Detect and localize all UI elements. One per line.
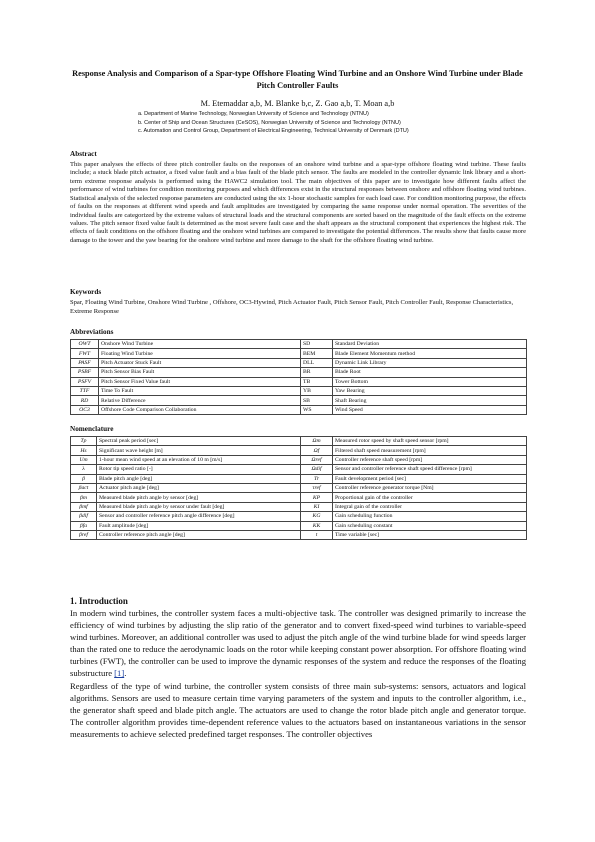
- symbol-cell: PASF: [71, 358, 99, 367]
- table-row: [71, 512, 527, 521]
- symbol-cell: t: [301, 530, 333, 539]
- description-cell: Spectral peak period [sec]: [97, 437, 301, 446]
- symbol-cell: KI: [301, 502, 333, 511]
- keywords-heading: Keywords: [70, 288, 102, 296]
- symbol-cell: PSFV: [71, 377, 99, 386]
- symbol-cell: KP: [301, 493, 333, 502]
- table-row: [71, 340, 527, 349]
- description-cell: Fault amplitude [deg]: [97, 521, 301, 530]
- symbol-cell: β: [71, 474, 97, 483]
- affiliation: a. Department of Marine Technology, Norwegian University of Science and Technology (NTNU): [138, 111, 369, 117]
- paper-title: Response Analysis and Comparison of a Spar-type Offshore Floating Wind Turbine and an Onshore Wind Turbine under Blade Pitch Controller Faults: [72, 69, 523, 90]
- description-cell: 1-hour mean wind speed at an elevation of 10 m [m/s]: [97, 455, 301, 464]
- table-row: [71, 474, 527, 483]
- table-row: [71, 483, 527, 492]
- description-cell: Shaft Bearing: [333, 396, 527, 405]
- description-cell: Standard Deviation: [333, 340, 527, 349]
- description-cell: Blade pitch angle [deg]: [97, 474, 301, 483]
- description-cell: Measured blade pitch angle by sensor [deg]: [97, 493, 301, 502]
- affiliation: c. Automation and Control Group, Department of Electrical Engineering, Technical University of Denmark (DTU): [138, 128, 409, 135]
- table-row: [71, 465, 527, 474]
- symbol-cell: Tp: [71, 437, 97, 446]
- table-row: [71, 493, 527, 502]
- symbol-cell: KK: [301, 521, 333, 530]
- description-cell: Yaw Bearing: [333, 386, 527, 395]
- table-row: [71, 437, 527, 446]
- description-cell: Controller reference pitch angle [deg]: [97, 530, 301, 539]
- description-cell: Pitch Actuator Stuck Fault: [99, 358, 301, 367]
- abbreviations-table: [70, 339, 527, 415]
- description-cell: Actuator pitch angle [deg]: [97, 483, 301, 492]
- symbol-cell: Ωref: [301, 455, 333, 464]
- affiliations: [138, 110, 558, 136]
- symbol-cell: BR: [301, 368, 333, 377]
- symbol-cell: FWT: [71, 349, 99, 358]
- symbol-cell: SB: [301, 396, 333, 405]
- symbol-cell: βm: [71, 493, 97, 502]
- description-cell: Blade Element Momentum method: [333, 349, 527, 358]
- paragraph: Regardless of the type of wind turbine, the controller system consists of three main sub-systems: sensors, actuators and logical algorithms. Sensors are used to measure certain time varying parameters of the system and inputs to the controller algorithm, i.e., the generator shaft speed and blade pitch angle. The actuators are used to change the rotor blade pitch angle and generator torque. The controller algorithm provides time-dependent reference values to the actuators based on instantaneous variations in the sensor measurements to achieve selected predefined target responses. The controller objectives: [70, 680, 526, 739]
- description-cell: Relative Difference: [99, 396, 301, 405]
- description-cell: Measured blade pitch angle by sensor under fault [deg]: [97, 502, 301, 511]
- description-cell: Pitch Sensor Fixed Value fault: [99, 377, 301, 386]
- description-cell: Rotor tip speed ratio [-]: [97, 465, 301, 474]
- nomenclature-heading: Nomenclature: [70, 425, 114, 433]
- symbol-cell: SD: [301, 340, 333, 349]
- symbol-cell: Ωf: [301, 446, 333, 455]
- description-cell: Sensor and controller reference pitch angle difference [deg]: [97, 512, 301, 521]
- symbol-cell: TB: [301, 377, 333, 386]
- symbol-cell: WS: [301, 405, 333, 414]
- symbol-cell: OWT: [71, 340, 99, 349]
- table-row: [71, 368, 527, 377]
- description-cell: Dynamic Link Library: [333, 358, 527, 367]
- symbol-cell: RD: [71, 396, 99, 405]
- description-cell: Proportional gain of the controller: [333, 493, 527, 502]
- table-row: [71, 358, 527, 367]
- table-row: [71, 405, 527, 414]
- keywords-text: Spar, Floating Wind Turbine, Onshore Wind Turbine , Offshore, OC3-Hywind, Pitch Actuator Fault, Pitch Sensor Fault, Pitch Controller Fault, Response Characteristics, Extreme Response: [70, 299, 514, 315]
- table-row: [71, 446, 527, 455]
- description-cell: Significant wave height [m]: [97, 446, 301, 455]
- symbol-cell: Ωm: [301, 437, 333, 446]
- description-cell: Measured rotor speed by shaft speed sensor [rpm]: [333, 437, 527, 446]
- affiliation: b. Center of Ship and Ocean Structures (CeSOS), Norwegian University of Science and Technology (NTNU): [138, 119, 401, 126]
- description-cell: Pitch Sensor Bias Fault: [99, 368, 301, 377]
- symbol-cell: OC3: [71, 405, 99, 414]
- abstract-heading: Abstract: [70, 150, 97, 158]
- symbol-cell: τref: [301, 483, 333, 492]
- description-cell: Wind Speed: [333, 405, 527, 414]
- introduction-body: [70, 607, 526, 740]
- description-cell: Offshore Code Comparison Collaboration: [99, 405, 301, 414]
- table-row: [71, 530, 527, 539]
- description-cell: Gain scheduling constant: [333, 521, 527, 530]
- symbol-cell: βref: [71, 530, 97, 539]
- description-cell: Onshore Wind Turbine: [99, 340, 301, 349]
- description-cell: Fault development period [sec]: [333, 474, 527, 483]
- symbol-cell: BEM: [301, 349, 333, 358]
- symbol-cell: YB: [301, 386, 333, 395]
- symbol-cell: βact: [71, 483, 97, 492]
- authors: M. Etemaddar a,b, M. Blanke b,c, Z. Gao a,b, T. Moan a,b: [200, 99, 395, 108]
- symbol-cell: Hs: [71, 446, 97, 455]
- table-row: [71, 377, 527, 386]
- symbol-cell: βmf: [71, 502, 97, 511]
- symbol-cell: Tr: [301, 474, 333, 483]
- description-cell: Time variable [sec]: [333, 530, 527, 539]
- paragraph-text: In modern wind turbines, the controller system faces a multi-objective task. The controller was designed primarily to increase the efficiency of wind turbines by adjusting the slip ratio of the generator and to convert fixed-speed wind turbines to variable-speed wind turbines. Moreover, an additional controller was used to adjust the pitch angle of the wind turbine blade for wind speeds larger than the rated one to reduce the aerodynamic loads on the rotor while keeping constant power absorption. For offshore floating wind turbines (FWT), the controller can be used to improve the dynamic responses of the system and reduce the responses of the floating substructure: [70, 608, 526, 679]
- symbol-cell: Ωdif: [301, 465, 333, 474]
- symbol-cell: βdif: [71, 512, 97, 521]
- description-cell: Integral gain of the controller: [333, 502, 527, 511]
- description-cell: Gain scheduling function: [333, 512, 527, 521]
- citation-link[interactable]: [1]: [114, 668, 125, 679]
- symbol-cell: TTF: [71, 386, 99, 395]
- abstract-text: This paper analyses the effects of three pitch controller faults on the responses of an onshore wind turbine and a spar-type offshore floating wind turbine. These faults include; a stuck blade pitch actuator, a fixed value fault and a bias fault of the blade pitch sensor. The faults are modeled in the controller dynamic link library and a short-term extreme response analysis is performed using the HAWC2 simulation tool. The main objectives of this paper are to investigate how different faults affect the performance of wind turbines for condition monitoring purposes and which differences exist in the structural responses between onshore and offshore floating wind turbines. Statistical analysis of the selected response parameters are conducted using the six 1-hour stochastic samples for each load case. For condition monitoring purpose, the effects of faults on the responses at different wind speeds and fault amplitudes are investigated by comparing the same response under normal operation. The severities of the individual faults are categorized by the extreme values of structural loads and the structural components are sorted based on the magnitude of the fault effects on the extreme values. The pitch sensor fixed value fault is determined as the most severe fault case and the shaft appears as the structural component that experiences the highest risk. The effects of fault conditions on the offshore floating and the onshore wind turbines are compared to investigate the potential differences. The results show that faults cause more damage to the tower and the yaw bearing for the onshore wind turbine and more damage to the shaft for the offshore floating wind turbine.: [70, 161, 526, 244]
- symbol-cell: βfa: [71, 521, 97, 530]
- description-cell: Controller reference shaft speed [rpm]: [333, 455, 527, 464]
- description-cell: Blade Root: [333, 368, 527, 377]
- symbol-cell: PSBF: [71, 368, 99, 377]
- symbol-cell: λ: [71, 465, 97, 474]
- symbol-cell: KG: [301, 512, 333, 521]
- paragraph: In modern wind turbines, the controller system faces a multi-objective task. The controller was designed primarily to increase the efficiency of wind turbines by adjusting the slip ratio of the generator and to convert fixed-speed wind turbines to variable-speed wind turbines. Moreover, an additional controller was used to adjust the pitch angle of the wind turbine blade for wind speeds larger than the rated one to reduce the aerodynamic loads on the rotor while keeping constant power absorption. For offshore floating wind turbines (FWT), the controller can be used to improve the dynamic responses of the system and reduce the responses of the floating substructure [1].: [70, 608, 526, 679]
- table-row: [71, 455, 527, 464]
- description-cell: Filtered shaft speed measurement [rpm]: [333, 446, 527, 455]
- description-cell: Sensor and controller reference shaft speed difference [rpm]: [333, 465, 527, 474]
- table-row: [71, 396, 527, 405]
- table-row: [71, 502, 527, 511]
- author-list: [70, 99, 525, 108]
- nomenclature-table: [70, 436, 527, 540]
- introduction-heading: 1. Introduction: [70, 596, 128, 606]
- table-row: [71, 521, 527, 530]
- description-cell: Time To Fault: [99, 386, 301, 395]
- description-cell: Floating Wind Turbine: [99, 349, 301, 358]
- symbol-cell: DLL: [301, 358, 333, 367]
- table-row: [71, 349, 527, 358]
- table-row: [71, 386, 527, 395]
- description-cell: Tower Bottom: [333, 377, 527, 386]
- symbol-cell: Um: [71, 455, 97, 464]
- abbreviations-heading: Abbreviations: [70, 328, 114, 336]
- description-cell: Controller reference generator torque [Nm]: [333, 483, 527, 492]
